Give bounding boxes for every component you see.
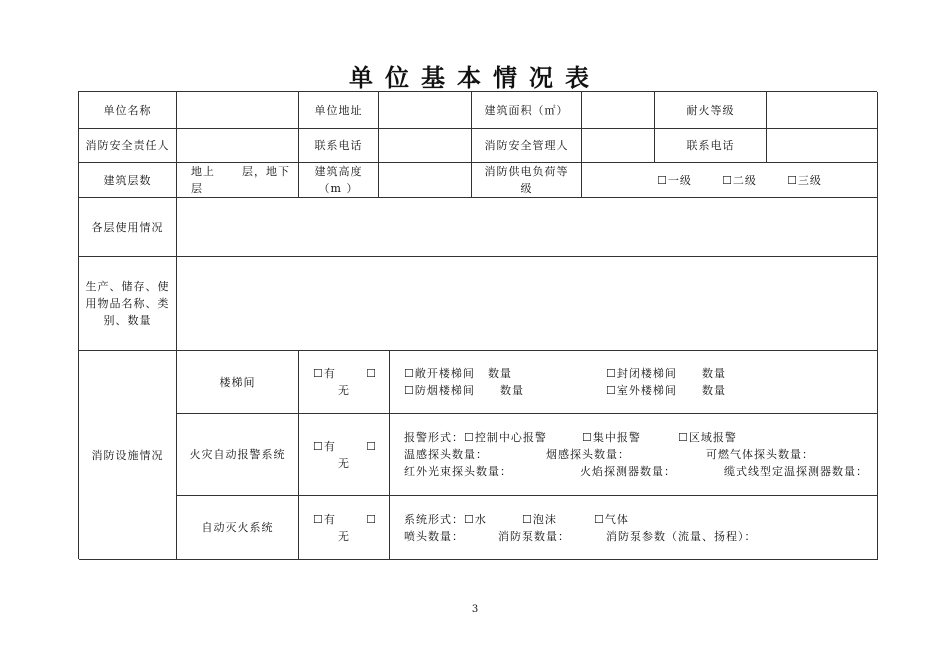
alarm-no-checkbox[interactable]: ☐ [366, 439, 377, 453]
gas-detector-count: 可燃气体探头数量： [706, 448, 814, 461]
regional-alarm-checkbox[interactable]: ☐区域报警 [678, 431, 737, 444]
power-level-1-checkbox[interactable]: ☐一级 [657, 173, 692, 187]
unit-name-value[interactable] [177, 92, 299, 129]
smoke-proof-stairs-checkbox[interactable]: ☐防烟楼梯间 [404, 384, 475, 397]
flame-detector-count: 火焰探测器数量： [580, 465, 676, 478]
extinguish-no-text: 无 [338, 529, 350, 543]
smoke-proof-stairs-qty: 数量 [500, 384, 524, 397]
alarm-system-label: 火灾自动报警系统 [177, 414, 299, 496]
alarm-no-text: 无 [338, 456, 350, 470]
fire-rating-label: 耐火等级 [655, 92, 767, 129]
building-height-label [299, 163, 379, 198]
floors-label: 建筑层数 [79, 163, 177, 198]
page-number: 3 [471, 604, 479, 615]
infrared-detector-count: 红外光束探头数量： [404, 465, 512, 478]
stairs-yes-checkbox[interactable]: ☐有 [313, 367, 336, 380]
open-stairs-checkbox[interactable]: ☐敞开楼梯间 [404, 367, 475, 380]
fire-pump-count: 消防泵数量： [498, 529, 570, 543]
enclosed-stairs-checkbox[interactable]: ☐封闭楼梯间 [606, 367, 677, 380]
extinguish-details [390, 496, 878, 560]
safety-responsible-label: 消防安全责任人 [79, 129, 177, 163]
stairs-types [390, 351, 878, 414]
fire-pump-params: 消防泵参数（流量、扬程）： [606, 529, 757, 543]
extinguish-system-label: 自动灭火系统 [177, 496, 299, 560]
power-label-line1: 消防供电负荷等 [484, 165, 569, 178]
unit-address-value[interactable] [379, 92, 472, 129]
stairs-yes-no [299, 351, 390, 414]
info-table [78, 91, 877, 559]
water-system-checkbox[interactable]: ☐水 [464, 512, 487, 526]
contact-phone-label-2: 联系电话 [655, 129, 767, 163]
enclosed-stairs-qty: 数量 [702, 367, 726, 380]
stairs-no-checkbox[interactable]: ☐ [366, 367, 377, 380]
height-label-line1: 建筑高度 [314, 165, 363, 178]
fire-facilities-label: 消防设施情况 [79, 351, 177, 560]
building-height-value[interactable] [379, 163, 472, 198]
floors-above-text: 地上 [191, 165, 215, 178]
floor-usage-label: 各层使用情况 [79, 198, 177, 257]
safety-manager-label: 消防安全管理人 [472, 129, 582, 163]
power-load-label [472, 163, 582, 198]
extinguish-no-checkbox[interactable]: ☐ [366, 512, 377, 526]
extinguish-form-label: 系统形式： [404, 512, 464, 526]
linear-heat-detector-count: 缆式线型定温探测器数量： [724, 465, 868, 478]
control-center-alarm-checkbox[interactable]: ☐控制中心报警 [464, 431, 547, 444]
smoke-detector-count: 烟感探头数量： [546, 448, 630, 461]
alarm-form-label: 报警形式： [404, 431, 464, 444]
stairs-no-text: 无 [338, 384, 350, 397]
floor-usage-value[interactable] [177, 198, 878, 257]
goods-label-line2: 用物品名称、类 [85, 297, 170, 310]
power-level-3-checkbox[interactable]: ☐三级 [787, 173, 822, 187]
contact-phone-value-2[interactable] [767, 129, 878, 163]
extinguish-yes-checkbox[interactable]: ☐有 [313, 512, 336, 526]
alarm-yes-no [299, 414, 390, 496]
height-label-line2: （m ） [318, 182, 359, 195]
unit-address-label: 单位地址 [299, 92, 379, 129]
extinguish-yes-no [299, 496, 390, 560]
page-title: 单位基本情况表 [349, 64, 601, 92]
open-stairs-qty: 数量 [488, 367, 512, 380]
centralized-alarm-checkbox[interactable]: ☐集中报警 [582, 431, 641, 444]
nozzle-count: 喷头数量： [404, 529, 464, 543]
goods-label-line1: 生产、储存、使 [85, 280, 170, 293]
goods-label [79, 257, 177, 351]
heat-detector-count: 温感探头数量： [404, 448, 488, 461]
alarm-details [390, 414, 878, 496]
stairs-label: 楼梯间 [177, 351, 299, 414]
power-load-options [582, 163, 878, 198]
foam-system-checkbox[interactable]: ☐泡沫 [522, 512, 557, 526]
building-area-label: 建筑面积（㎡） [472, 92, 582, 129]
floors-end-text: 层 [191, 182, 203, 195]
power-label-line2: 级 [520, 182, 533, 195]
goods-label-line3: 别、数量 [103, 314, 152, 327]
safety-manager-value[interactable] [582, 129, 655, 163]
contact-phone-label-1: 联系电话 [299, 129, 379, 163]
goods-value[interactable] [177, 257, 878, 351]
building-area-value[interactable] [582, 92, 655, 129]
contact-phone-value-1[interactable] [379, 129, 472, 163]
floors-below-text: 层，地下 [242, 165, 290, 178]
fire-rating-value[interactable] [767, 92, 878, 129]
gas-system-checkbox[interactable]: ☐气体 [594, 512, 629, 526]
unit-name-label: 单位名称 [79, 92, 177, 129]
outdoor-stairs-qty: 数量 [702, 384, 726, 397]
floors-value[interactable] [177, 163, 299, 198]
alarm-yes-checkbox[interactable]: ☐有 [313, 439, 336, 453]
safety-responsible-value[interactable] [177, 129, 299, 163]
power-level-2-checkbox[interactable]: ☐二级 [722, 173, 757, 187]
outdoor-stairs-checkbox[interactable]: ☐室外楼梯间 [606, 384, 677, 397]
